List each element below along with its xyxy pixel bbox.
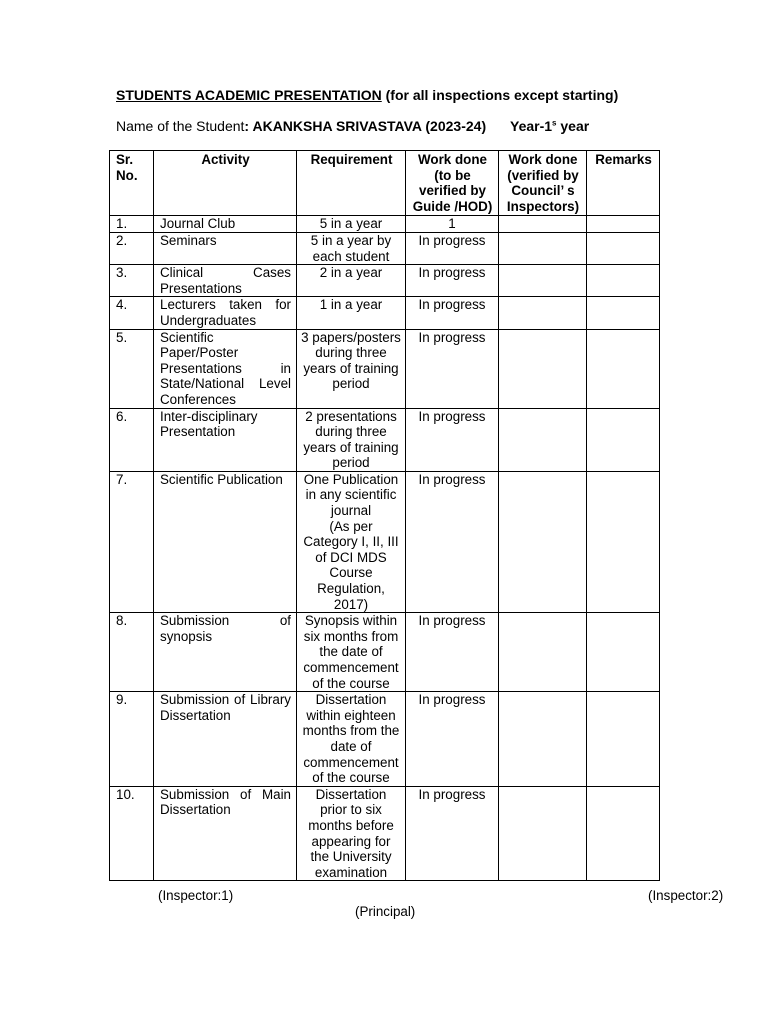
table-row bbox=[110, 408, 660, 471]
cell-requirement: Dissertation prior to six months before appearing for the University examination bbox=[297, 786, 406, 881]
inspector-1-signature: (Inspector:1) bbox=[158, 888, 234, 903]
student-year bbox=[510, 118, 589, 134]
cell-sr: 9. bbox=[110, 692, 154, 787]
cell-sr: 7. bbox=[110, 471, 154, 612]
principal-signature: (Principal) bbox=[355, 904, 416, 919]
table-row bbox=[110, 786, 660, 881]
header-work-done-guide: Work done (to be verified by Guide /HOD) bbox=[406, 151, 499, 216]
cell-activity: Inter-disciplinary Presentation bbox=[154, 408, 297, 471]
cell-requirement: Synopsis within six months from the date of commencement of the course bbox=[297, 613, 406, 692]
cell-activity: Scientific Paper/Poster Presentations in State/National Level Conferences bbox=[154, 329, 297, 408]
table-row bbox=[110, 297, 660, 329]
cell-activity: Submission of synopsis bbox=[154, 613, 297, 692]
cell-sr: 10. bbox=[110, 786, 154, 881]
document-title bbox=[116, 87, 618, 103]
cell-requirement: One Publication in any scientific journal (As per Category I, II, III of DCI MDS Course Regulation, 2017) bbox=[297, 471, 406, 612]
title-rest: (for all inspections except starting) bbox=[381, 87, 619, 103]
cell-requirement: 2 in a year bbox=[297, 265, 406, 297]
year-sup: s bbox=[552, 118, 557, 128]
cell-council-verified bbox=[499, 786, 587, 881]
table-row bbox=[110, 471, 660, 612]
cell-council-verified bbox=[499, 265, 587, 297]
cell-remarks bbox=[587, 692, 660, 787]
table-row bbox=[110, 613, 660, 692]
table-row bbox=[110, 216, 660, 233]
cell-sr: 6. bbox=[110, 408, 154, 471]
cell-council-verified bbox=[499, 329, 587, 408]
cell-remarks bbox=[587, 471, 660, 612]
cell-remarks bbox=[587, 408, 660, 471]
cell-sr: 5. bbox=[110, 329, 154, 408]
cell-requirement: 3 papers/posters during three years of training period bbox=[297, 329, 406, 408]
cell-work-done: 1 bbox=[406, 216, 499, 233]
title-underlined: STUDENTS ACADEMIC PRESENTATION bbox=[116, 87, 382, 103]
year-suffix: year bbox=[556, 118, 590, 134]
cell-sr: 4. bbox=[110, 297, 154, 329]
cell-sr: 2. bbox=[110, 232, 154, 264]
cell-requirement: 5 in a year by each student bbox=[297, 232, 406, 264]
cell-work-done: In progress bbox=[406, 297, 499, 329]
cell-requirement: Dissertation within eighteen months from the date of commencement of the course bbox=[297, 692, 406, 787]
cell-council-verified bbox=[499, 297, 587, 329]
cell-work-done: In progress bbox=[406, 471, 499, 612]
cell-remarks bbox=[587, 613, 660, 692]
cell-activity: Submission of Library Dissertation bbox=[154, 692, 297, 787]
cell-activity: Submission of Main Dissertation bbox=[154, 786, 297, 881]
cell-requirement: 2 presentations during three years of training period bbox=[297, 408, 406, 471]
cell-remarks bbox=[587, 329, 660, 408]
header-work-done-council: Work done (verified by Council’ s Inspectors) bbox=[499, 151, 587, 216]
student-line bbox=[116, 118, 589, 134]
cell-remarks bbox=[587, 232, 660, 264]
header-activity: Activity bbox=[154, 151, 297, 216]
cell-activity: Lecturers taken for Undergraduates bbox=[154, 297, 297, 329]
cell-sr: 1. bbox=[110, 216, 154, 233]
cell-council-verified bbox=[499, 692, 587, 787]
table-row bbox=[110, 265, 660, 297]
cell-requirement: 5 in a year bbox=[297, 216, 406, 233]
cell-requirement: 1 in a year bbox=[297, 297, 406, 329]
cell-activity: Scientific Publication bbox=[154, 471, 297, 612]
cell-council-verified bbox=[499, 232, 587, 264]
cell-work-done: In progress bbox=[406, 329, 499, 408]
cell-council-verified bbox=[499, 471, 587, 612]
cell-activity: Clinical Cases Presentations bbox=[154, 265, 297, 297]
cell-council-verified bbox=[499, 216, 587, 233]
cell-activity: Journal Club bbox=[154, 216, 297, 233]
year-prefix: Year-1 bbox=[510, 118, 553, 134]
cell-work-done: In progress bbox=[406, 613, 499, 692]
table-row bbox=[110, 232, 660, 264]
header-requirement: Requirement bbox=[297, 151, 406, 216]
cell-council-verified bbox=[499, 613, 587, 692]
cell-work-done: In progress bbox=[406, 408, 499, 471]
cell-remarks bbox=[587, 786, 660, 881]
cell-work-done: In progress bbox=[406, 265, 499, 297]
cell-work-done: In progress bbox=[406, 692, 499, 787]
cell-remarks bbox=[587, 216, 660, 233]
cell-work-done: In progress bbox=[406, 786, 499, 881]
header-sr: Sr. No. bbox=[110, 151, 154, 216]
cell-sr: 3. bbox=[110, 265, 154, 297]
header-remarks: Remarks bbox=[587, 151, 660, 216]
student-name: AKANKSHA SRIVASTAVA (2023-24) bbox=[252, 118, 487, 134]
cell-activity: Seminars bbox=[154, 232, 297, 264]
student-label: Name of the Student bbox=[116, 118, 245, 134]
student-colon: : bbox=[244, 118, 253, 134]
inspector-2-signature: (Inspector:2) bbox=[648, 888, 724, 903]
presentation-table bbox=[109, 150, 660, 881]
table-row bbox=[110, 329, 660, 408]
cell-remarks bbox=[587, 265, 660, 297]
cell-council-verified bbox=[499, 408, 587, 471]
cell-sr: 8. bbox=[110, 613, 154, 692]
table-row bbox=[110, 692, 660, 787]
cell-work-done: In progress bbox=[406, 232, 499, 264]
table-header-row bbox=[110, 151, 660, 216]
cell-remarks bbox=[587, 297, 660, 329]
